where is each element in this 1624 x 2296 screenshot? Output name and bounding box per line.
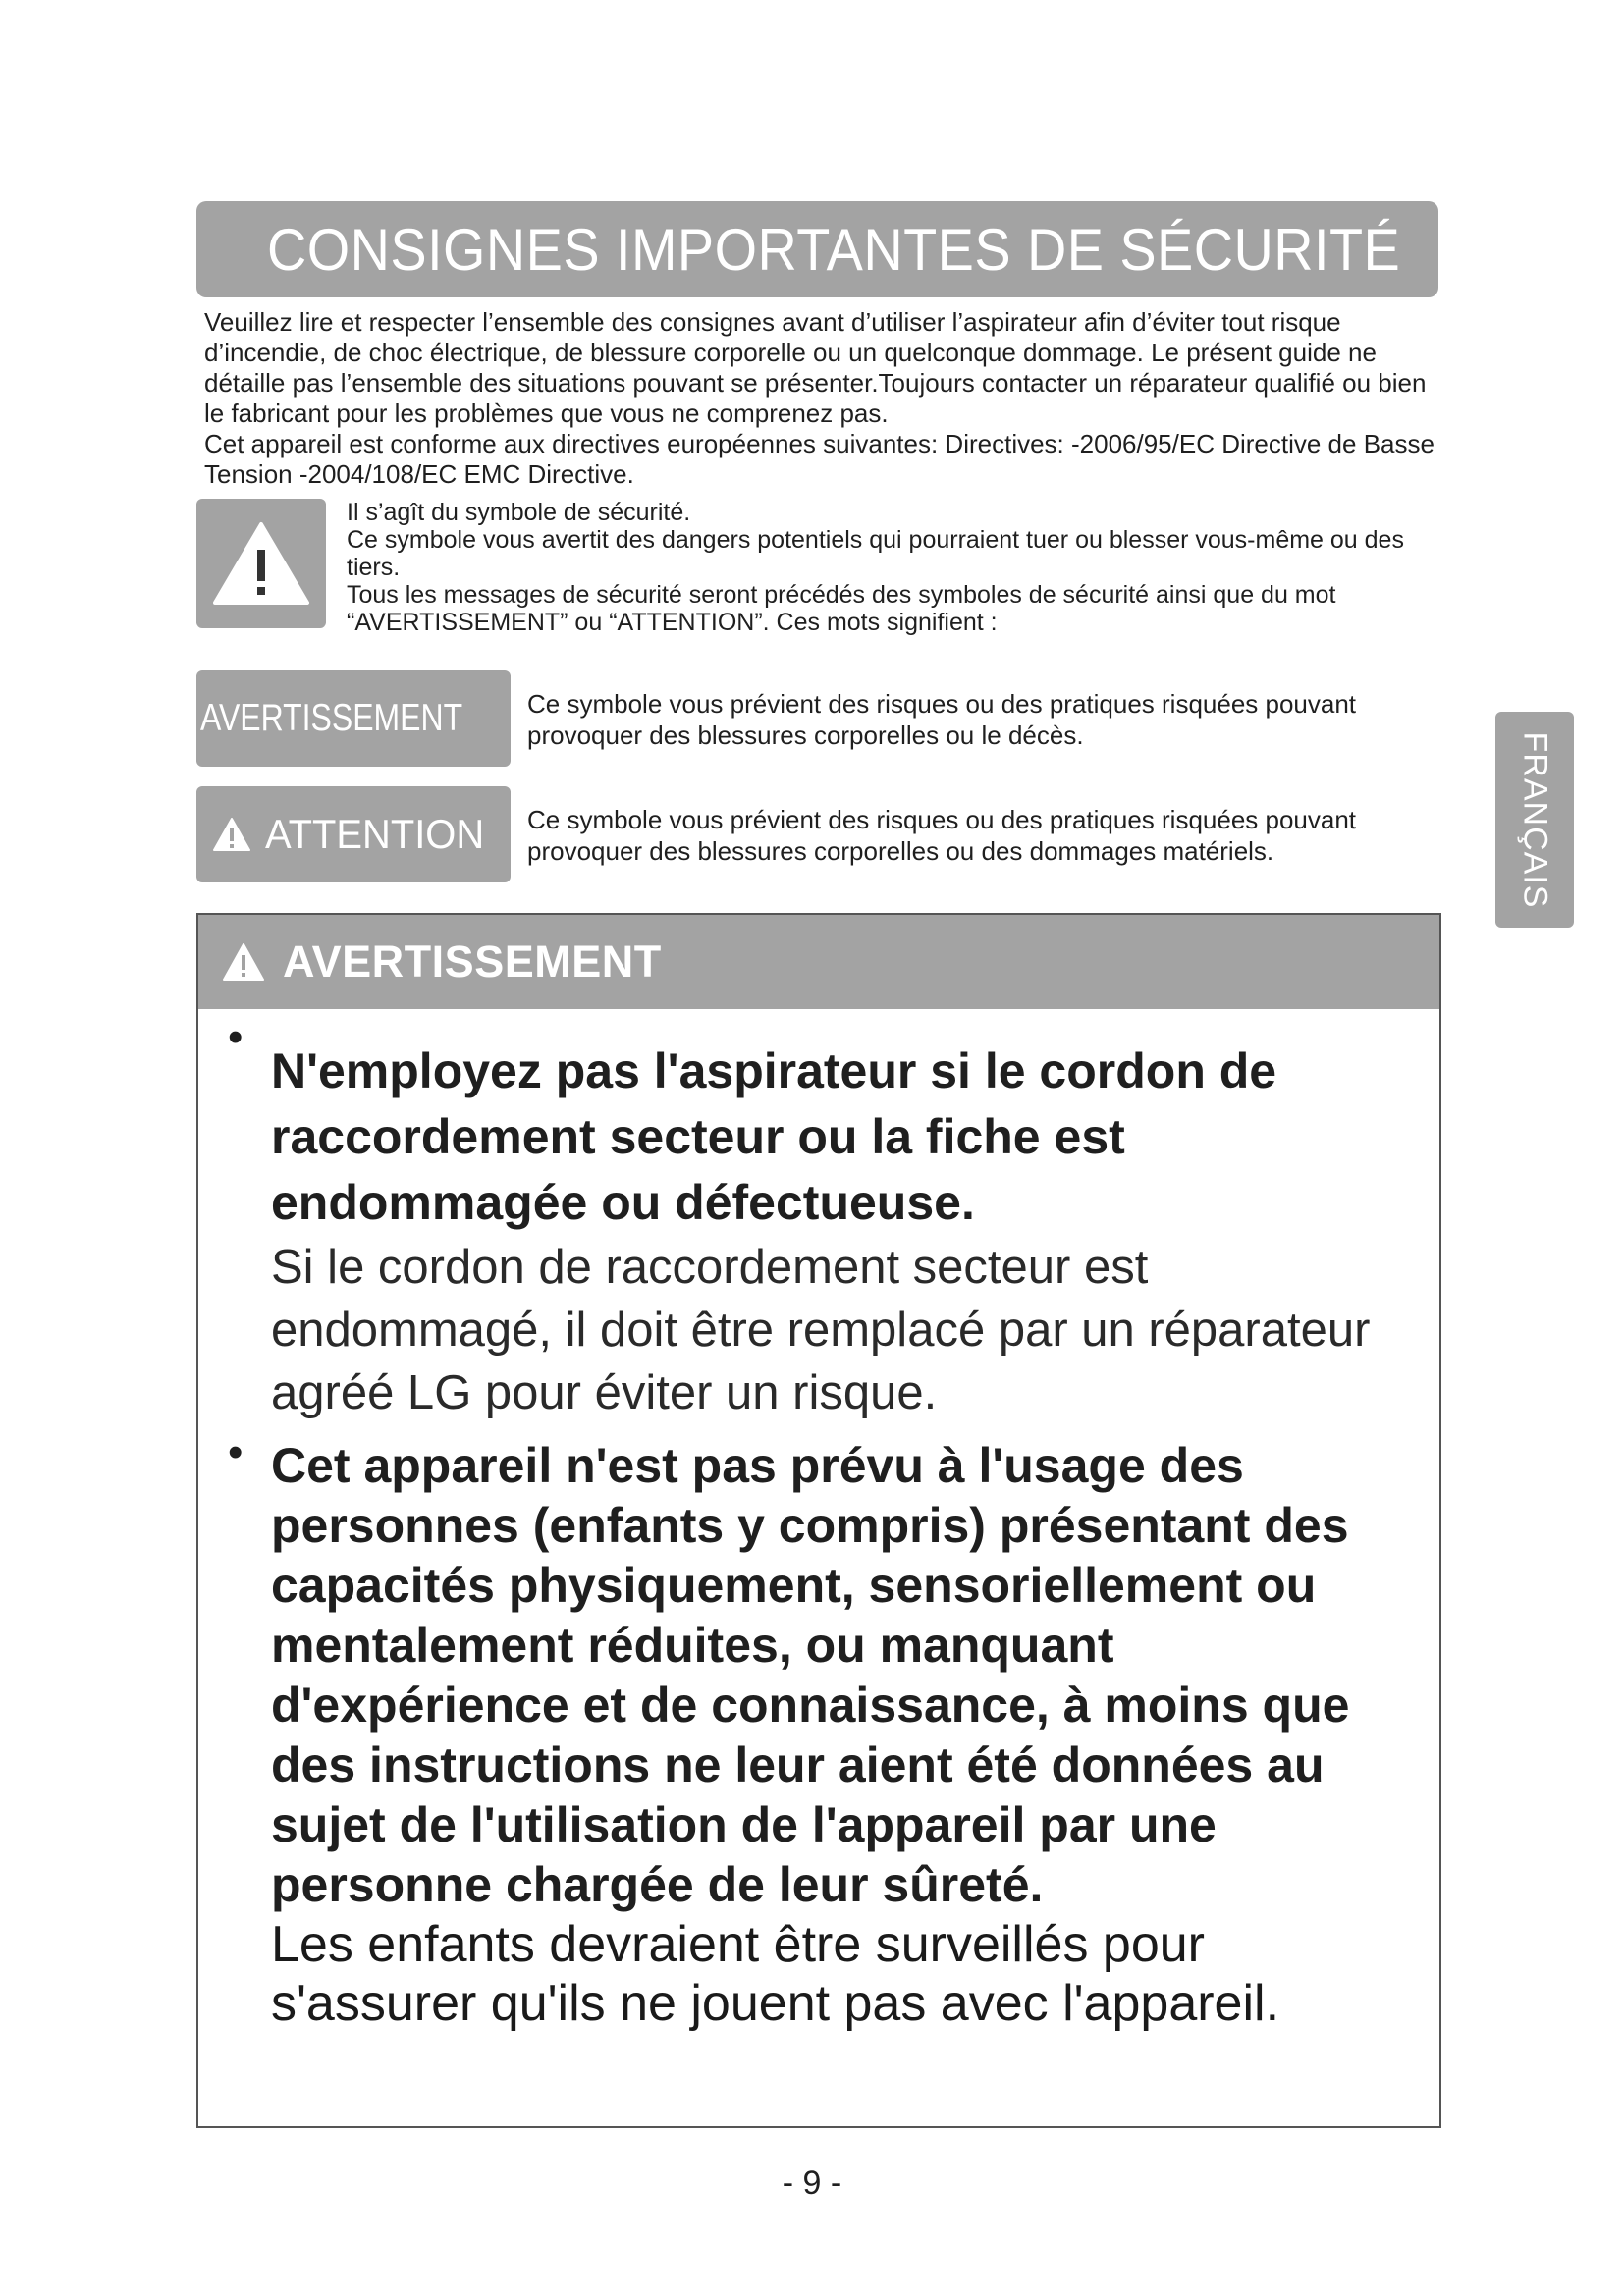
language-label: FRANÇAIS [1516, 731, 1554, 908]
label-row-attention [196, 786, 1453, 882]
warning-item-detail: Les enfants devraient être surveillés pour s'assurer qu'ils ne jouent pas avec l'appareil. [271, 1916, 1280, 2032]
warning-item [198, 1424, 1439, 2033]
avertissement-badge [196, 670, 511, 767]
avertissement-badge-label: AVERTISSEMENT [200, 697, 463, 739]
warning-triangle-icon [212, 520, 310, 607]
safety-line-3: Tous les messages de sécurité seront précédés des symboles de sécurité ainsi que du mot “AVERTISSEMENT” ou “ATTENTION”. Ces mots signifient : [347, 581, 1336, 636]
page-number: - 9 - [782, 2164, 842, 2202]
warning-item-heading: N'employez pas l'aspirateur si le cordon de raccordement secteur ou la fiche est endommagée ou défectueuse. [271, 1043, 1277, 1230]
warning-box-title: AVERTISSEMENT [283, 936, 662, 987]
title-banner [196, 201, 1438, 297]
intro-paragraph [204, 307, 1451, 490]
bullet-icon: • [228, 1428, 244, 1476]
safety-symbol-description [347, 499, 1436, 636]
safety-line-2: Ce symbole vous avertit des dangers potentiels qui pourraient tuer ou blesser vous-même ou des tiers. [347, 526, 1404, 581]
warning-triangle-icon [222, 942, 265, 982]
warning-triangle-icon [212, 817, 251, 852]
warning-item-heading: Cet appareil n'est pas prévu à l'usage des personnes (enfants y compris) présentant des capacités physiquement, sensoriellement ou mentalement réduites, ou manquant d'expérience et de connaissance, à moins que des instructions ne leur aient été données au sujet de l'utilisation de l'appareil par une personne chargée de leur sûreté. [271, 1438, 1350, 1912]
safety-line-1: Il s’agît du symbole de sécurité. [347, 499, 691, 526]
language-side-tab [1495, 712, 1574, 928]
intro-text: Veuillez lire et respecter l’ensemble des consignes avant d’utiliser l’aspirateur afin d’éviter tout risque d’incendie, de choc électrique, de blessure corporelle ou un quelconque dommage. Le présent guide ne détaille pas l’ensemble des situations pouvant se présenter.Toujours contacter un réparateur qualifié ou bien le fabricant pour les problèmes que vous ne comprenez pas. [204, 307, 1427, 428]
page-title: CONSIGNES IMPORTANTES DE SÉCURITÉ [267, 216, 1401, 283]
label-row-avertissement [196, 670, 1453, 767]
bullet-icon: • [228, 1013, 244, 1061]
warning-item-detail: Si le cordon de raccordement secteur est endommagé, il doit être remplacé par un réparateur agréé LG pour éviter un risque. [271, 1241, 1371, 1419]
attention-badge-label: ATTENTION [264, 811, 484, 857]
compliance-text: Cet appareil est conforme aux directives européennes suivantes: Directives: -2006/95/EC Directive de Basse Tension -2004/108/EC EMC Directive. [204, 429, 1435, 489]
safety-symbol-box [196, 499, 326, 628]
warning-item [198, 1009, 1439, 1424]
warning-box-header [198, 915, 1439, 1009]
attention-badge [196, 786, 511, 882]
avertissement-description: Ce symbole vous prévient des risques ou des pratiques risquées pouvant provoquer des blessures corporelles ou le décès. [527, 689, 1357, 750]
warning-box [196, 913, 1441, 2128]
attention-description: Ce symbole vous prévient des risques ou des pratiques risquées pouvant provoquer des blessures corporelles ou des dommages matériels. [527, 805, 1357, 866]
